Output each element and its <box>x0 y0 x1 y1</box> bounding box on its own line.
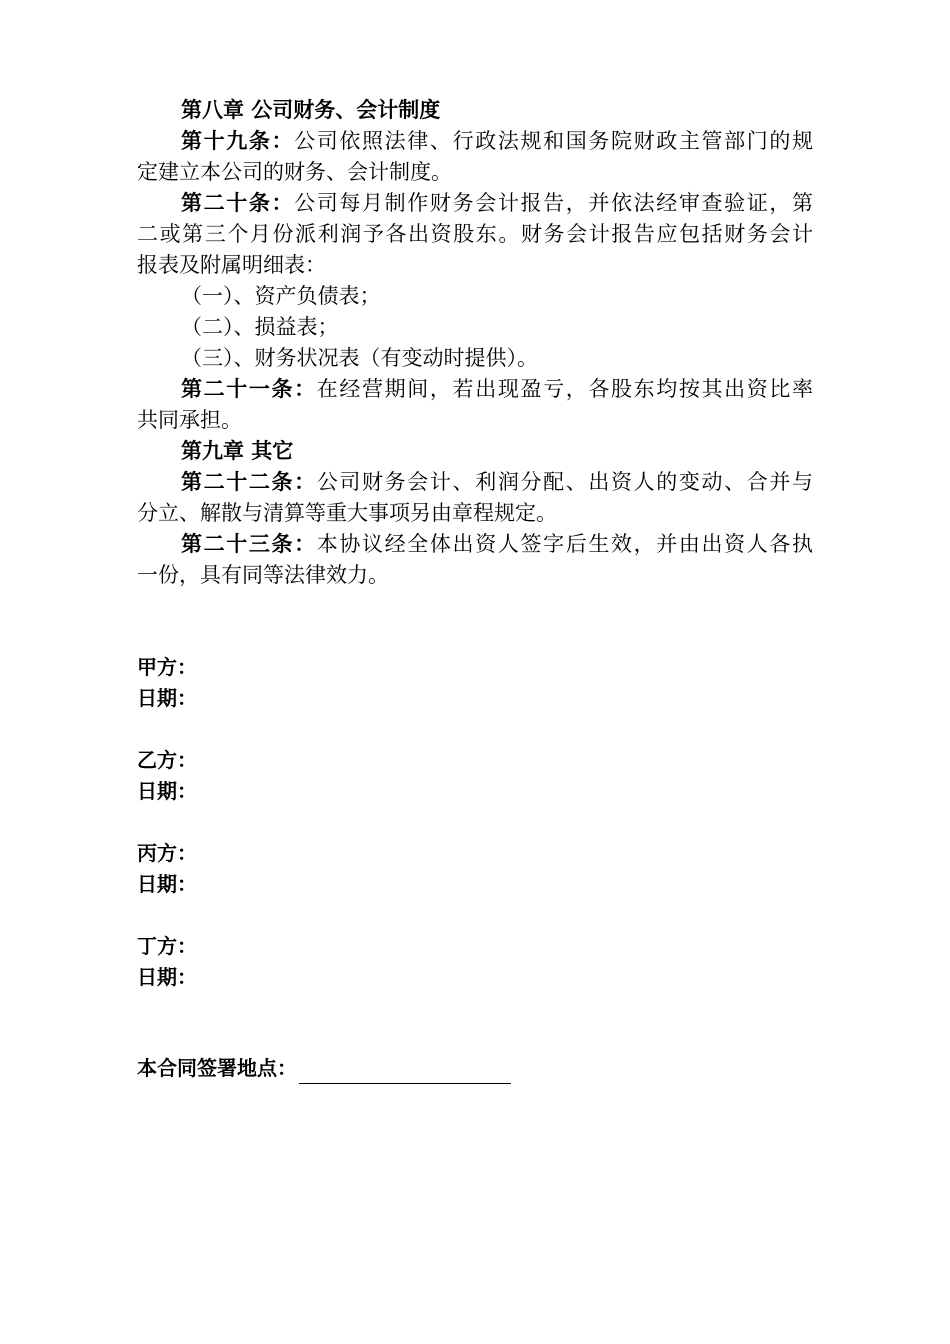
signing-place <box>137 1053 511 1084</box>
signature-block-a <box>137 652 537 714</box>
article-21-line-1 <box>137 374 813 405</box>
chapter-8-title: 第八章 公司财务、会计制度 <box>181 98 441 122</box>
signing-place-label: 本合同签署地点： <box>137 1056 297 1080</box>
chapter-9-title: 第九章 其它 <box>181 439 294 463</box>
article-21-text-1: 在经营期间，若出现盈亏，各股东均按其出资比率 <box>316 377 814 401</box>
article-20-line-2: 二或第三个月份派利润予各出资股东。财务会计报告应包括财务会计 <box>137 222 813 246</box>
article-20-line-3: 报表及附属明细表： <box>137 253 326 277</box>
article-22-line-2: 分立、解散与清算等重大事项另由章程规定。 <box>137 501 557 525</box>
signature-block-b <box>137 745 537 807</box>
article-20-line-1 <box>137 188 813 219</box>
article-23-label: 第二十三条： <box>181 532 317 556</box>
article-20-item-1: （一）、资产负债表； <box>181 284 381 308</box>
article-19-text-1: 公司依照法律、行政法规和国务院财政主管部门的规 <box>294 129 814 153</box>
article-20-label: 第二十条： <box>181 191 295 215</box>
signing-place-blank <box>299 1061 511 1084</box>
party-b-date: 日期： <box>137 779 197 803</box>
article-20-item-2: （二）、损益表； <box>181 315 339 339</box>
article-22-text-1: 公司财务会计、利润分配、出资人的变动、合并与 <box>316 470 814 494</box>
article-23-text-1: 本协议经全体出资人签字后生效，并由出资人各执 <box>316 532 814 556</box>
article-20-item-3: （三）、财务状况表（有变动时提供）。 <box>181 346 538 370</box>
party-c-label: 丙方： <box>137 841 197 865</box>
article-19-label: 第十九条： <box>181 129 295 153</box>
party-a-label: 甲方： <box>137 655 197 679</box>
article-22-line-1 <box>137 467 813 498</box>
signature-block-d <box>137 931 537 993</box>
article-23-line-1 <box>137 529 813 560</box>
article-19-line-1 <box>137 126 813 157</box>
document-body <box>137 95 813 591</box>
article-21-line-2: 共同承担。 <box>137 408 242 432</box>
party-d-date: 日期： <box>137 965 197 989</box>
party-c-date: 日期： <box>137 872 197 896</box>
article-20-text-1: 公司每月制作财务会计报告，并依法经审查验证，第 <box>294 191 814 215</box>
signature-block-c <box>137 838 537 900</box>
party-b-label: 乙方： <box>137 748 197 772</box>
article-19-line-2: 定建立本公司的财务、会计制度。 <box>137 160 452 184</box>
party-a-date: 日期： <box>137 686 197 710</box>
article-21-label: 第二十一条： <box>181 377 317 401</box>
article-22-label: 第二十二条： <box>181 470 317 494</box>
article-23-line-2: 一份，具有同等法律效力。 <box>137 563 389 587</box>
party-d-label: 丁方： <box>137 934 197 958</box>
